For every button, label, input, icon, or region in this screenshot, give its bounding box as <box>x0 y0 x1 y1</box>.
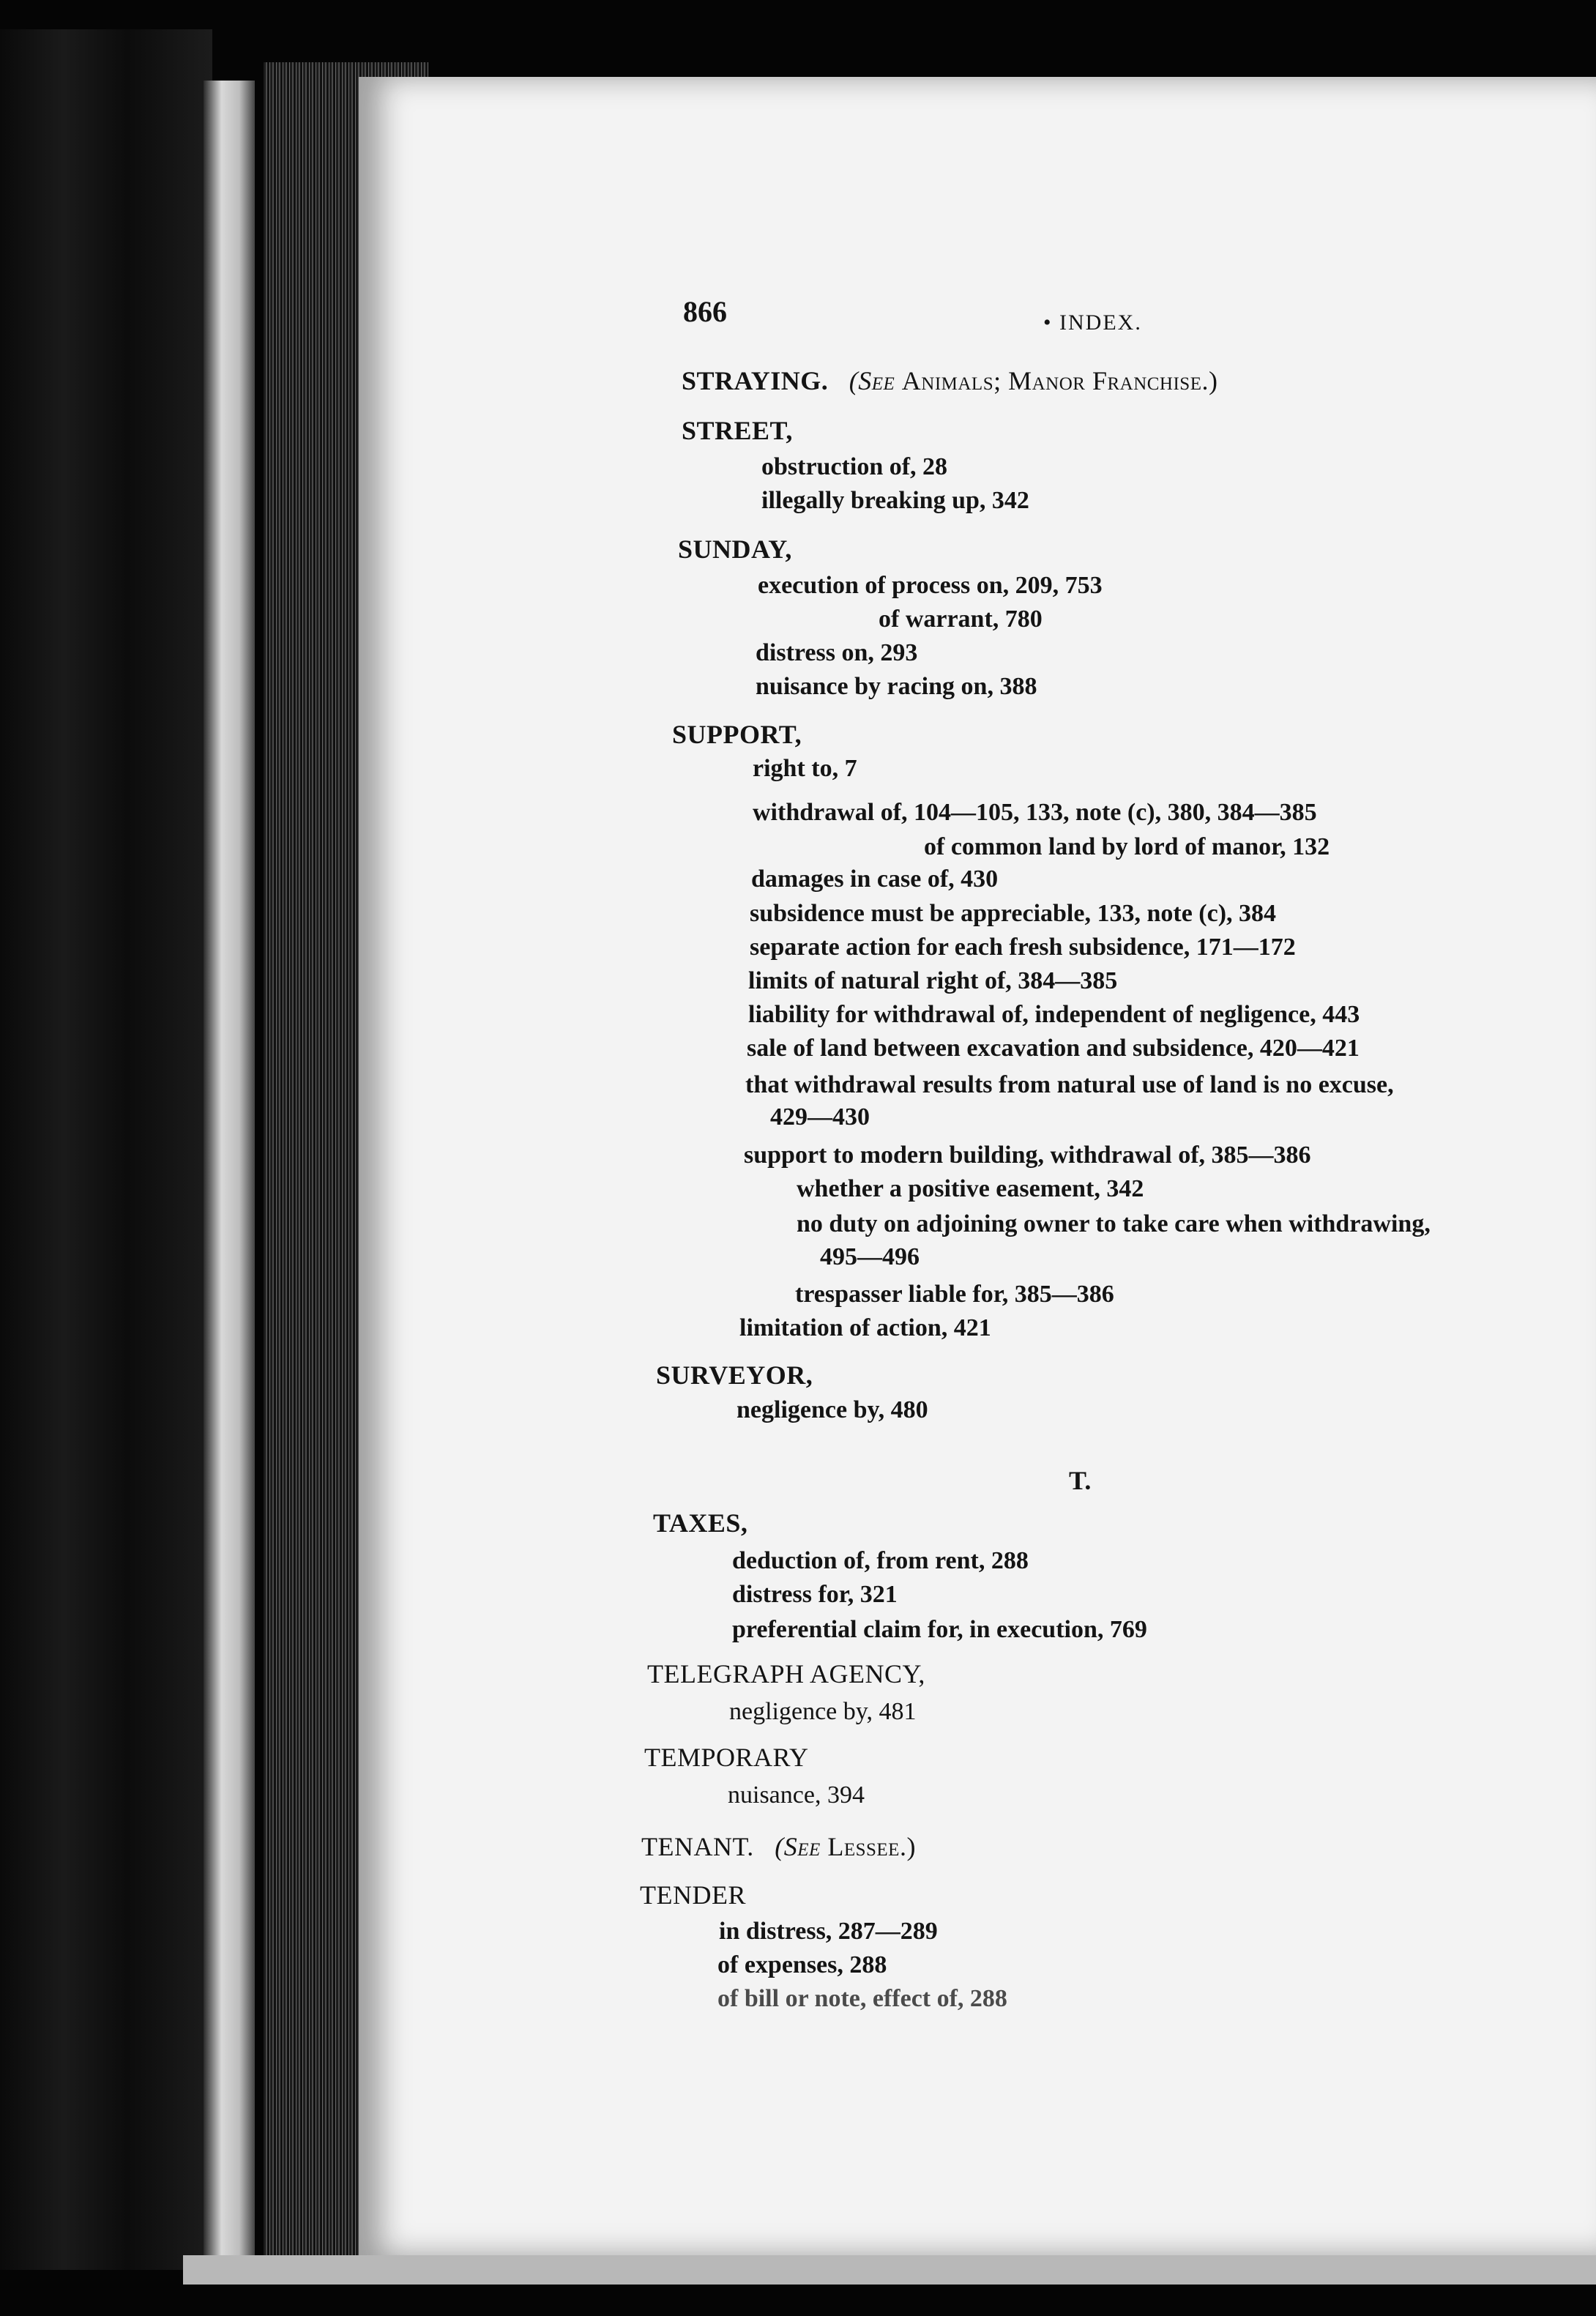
index-subentry: illegally breaking up, 342 <box>761 487 1029 514</box>
index-heading: SUNDAY, <box>678 535 792 564</box>
index-subentry-continued: 429—430 <box>770 1103 870 1131</box>
book-binding <box>0 29 212 2270</box>
index-heading <box>682 366 1217 395</box>
index-subentry: obstruction of, 28 <box>761 453 948 480</box>
index-subentry: negligence by, 481 <box>729 1698 917 1725</box>
index-heading: TELEGRAPH AGENCY, <box>647 1659 925 1688</box>
index-subsubentry: whether a positive easement, 342 <box>797 1175 1144 1202</box>
index-subentry: nuisance by racing on, 388 <box>756 673 1037 700</box>
index-subentry: liability for withdrawal of, independent of negligence, 443 <box>748 1001 1360 1028</box>
page-bottom-edge <box>183 2255 1596 2285</box>
index-subentry: in distress, 287—289 <box>719 1918 938 1945</box>
see-reference-target: Lessee.) <box>827 1832 916 1861</box>
index-subentry: withdrawal of, 104—105, 133, note (c), 380, 384—385 <box>753 799 1317 826</box>
index-subentry: damages in case of, 430 <box>751 865 999 893</box>
index-subentry: deduction of, from rent, 288 <box>732 1547 1029 1574</box>
index-subentry: that withdrawal results from natural use of land is no excuse, <box>745 1071 1394 1098</box>
index-subentry-continued: of warrant, 780 <box>879 606 1043 633</box>
index-subentry: limits of natural right of, 384—385 <box>748 967 1118 994</box>
index-subentry: negligence by, 480 <box>737 1396 928 1423</box>
index-subentry: separate action for each fresh subsidence, 171—172 <box>750 934 1296 961</box>
index-heading: TEMPORARY <box>644 1743 809 1772</box>
index-subsubentry: no duty on adjoining owner to take care when withdrawing, <box>797 1210 1431 1237</box>
see-reference: (See <box>849 366 895 395</box>
index-subsubentry: trespasser liable for, 385—386 <box>795 1281 1114 1308</box>
index-heading: SURVEYOR, <box>656 1360 813 1390</box>
index-subentry: of bill or note, effect of, 288 <box>717 1985 1007 2012</box>
index-heading: STREET, <box>682 416 793 445</box>
index-subentry: right to, 7 <box>753 755 857 782</box>
index-heading <box>641 1832 916 1861</box>
running-head: • INDEX. <box>1043 310 1142 335</box>
index-subentry: sale of land between excavation and subsidence, 420—421 <box>747 1035 1360 1062</box>
index-subentry: distress on, 293 <box>756 639 918 666</box>
index-heading: SUPPORT, <box>672 720 802 749</box>
page-number: 866 <box>683 295 727 328</box>
section-letter: T. <box>1069 1466 1092 1495</box>
see-reference: (See <box>775 1832 821 1861</box>
index-subentry-continued: of common land by lord of manor, 132 <box>924 833 1330 860</box>
index-subentry: execution of process on, 209, 753 <box>758 572 1103 599</box>
heading-text: TENANT. <box>641 1832 754 1861</box>
index-subentry-continued: 495—496 <box>820 1243 920 1270</box>
heading-text: STRAYING. <box>682 366 829 395</box>
index-heading: TENDER <box>640 1880 746 1910</box>
index-subentry: nuisance, 394 <box>728 1781 865 1809</box>
index-subentry: distress for, 321 <box>732 1581 898 1608</box>
index-subentry: support to modern building, withdrawal of, 385—386 <box>744 1142 1311 1169</box>
index-subentry: of expenses, 288 <box>717 1951 887 1978</box>
index-subentry: subsidence must be appreciable, 133, note (c), 384 <box>750 900 1277 927</box>
index-heading: TAXES, <box>653 1508 748 1538</box>
book-spine-edge <box>204 81 255 2263</box>
see-reference-target: Animals; Manor Franchise.) <box>901 366 1218 395</box>
index-subentry: preferential claim for, in execution, 769 <box>732 1616 1147 1643</box>
index-subentry: limitation of action, 421 <box>739 1314 991 1341</box>
